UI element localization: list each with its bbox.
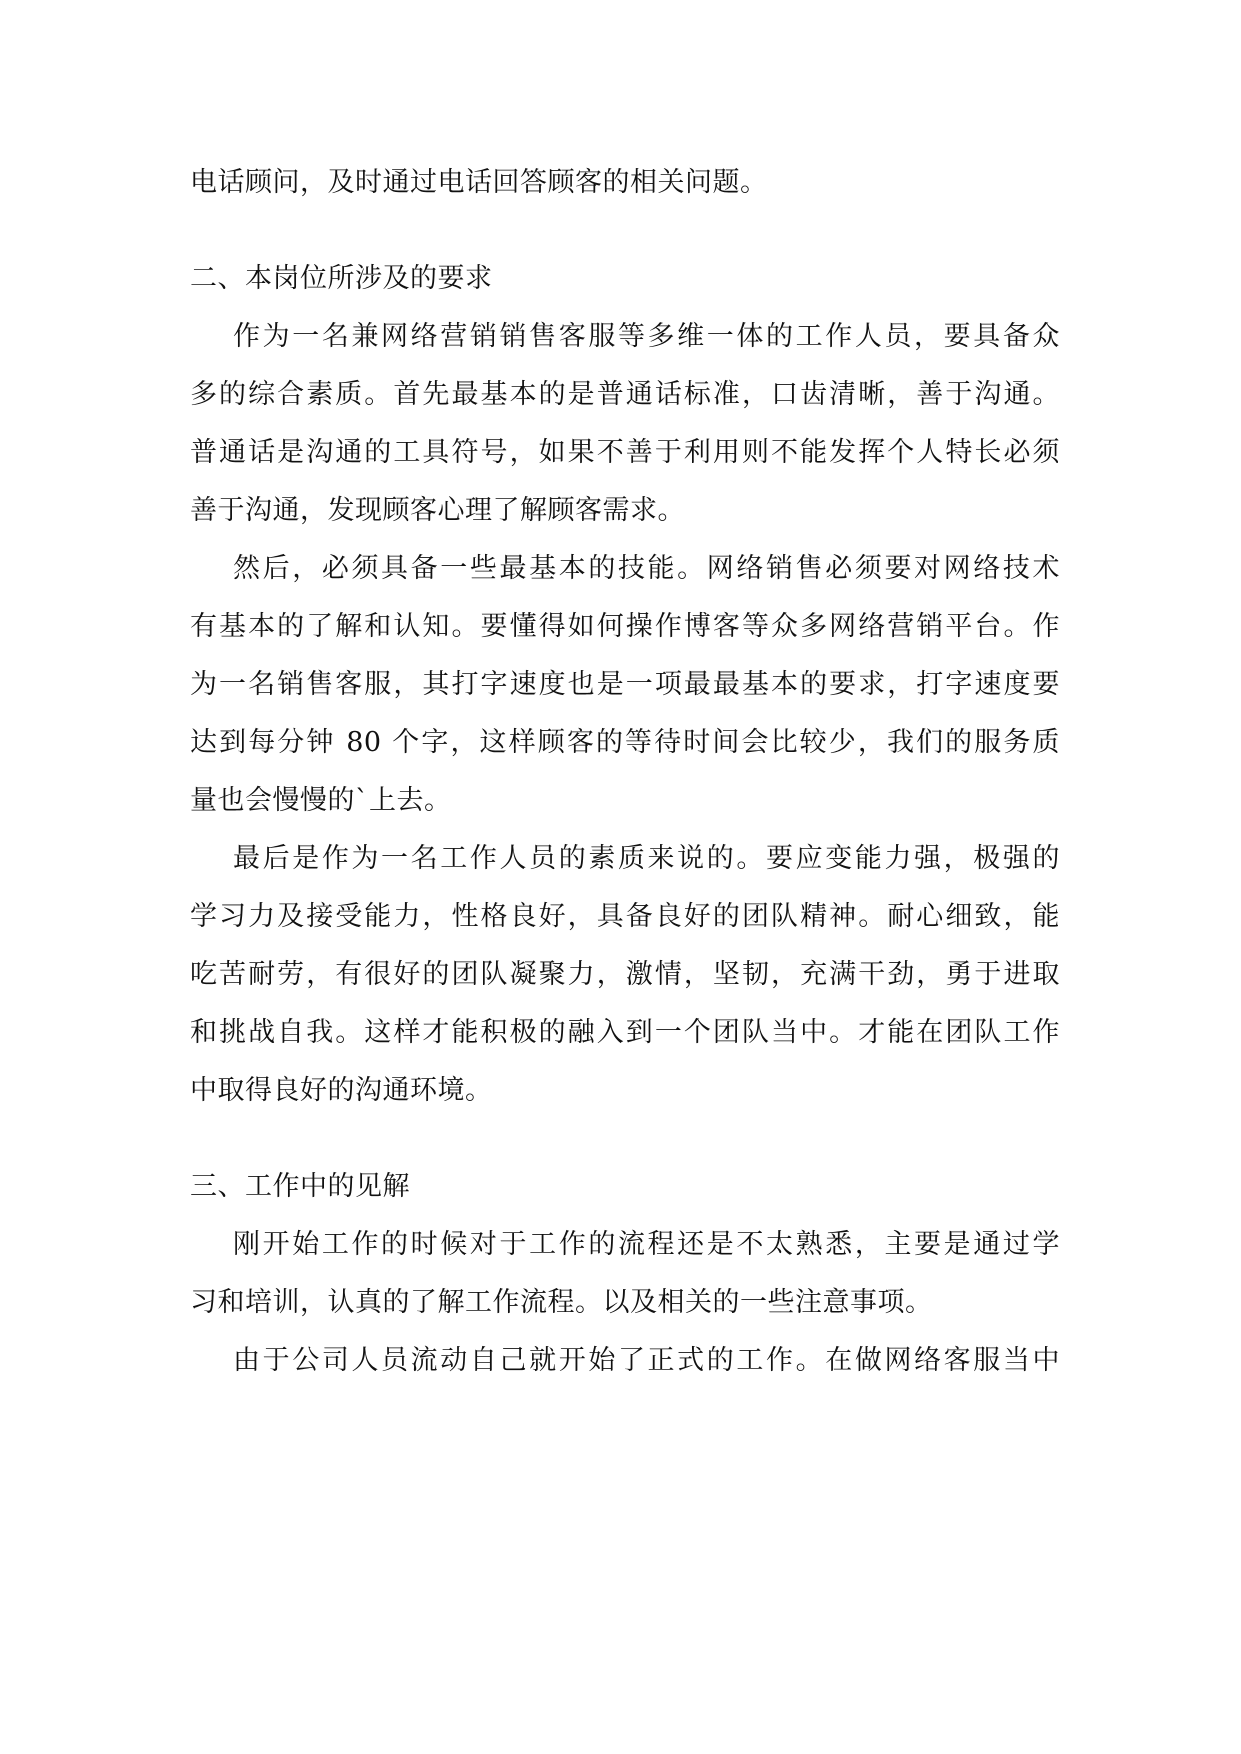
paragraph-line: 普通话是沟通的工具符号，如果不善于利用则不能发挥个人特长必须: [190, 437, 1060, 468]
paragraph-line: 善于沟通，发现顾客心理了解顾客需求。: [190, 495, 685, 526]
section-heading: 二、本岗位所涉及的要求: [190, 263, 493, 294]
paragraph-line: 多的综合素质。首先最基本的是普通话标准，口齿清晰，善于沟通。: [190, 379, 1060, 410]
paragraph-line: 习和培训，认真的了解工作流程。以及相关的一些注意事项。: [190, 1287, 933, 1318]
paragraph-line: 作为一名兼网络营销销售客服等多维一体的工作人员，要具备众: [233, 321, 1060, 352]
paragraph-line: 吃苦耐劳，有很好的团队凝聚力，激情，坚韧，充满干劲，勇于进取: [190, 959, 1060, 990]
paragraph-line: 中取得良好的沟通环境。: [190, 1075, 493, 1106]
paragraph-line: 为一名销售客服，其打字速度也是一项最最基本的要求，打字速度要: [190, 669, 1060, 700]
section-heading: 三、工作中的见解: [190, 1171, 410, 1202]
paragraph-line: 电话顾问，及时通过电话回答顾客的相关问题。: [190, 167, 768, 198]
paragraph-line: 刚开始工作的时候对于工作的流程还是不太熟悉，主要是通过学: [233, 1229, 1060, 1260]
paragraph-line: 达到每分钟 80 个字，这样顾客的等待时间会比较少，我们的服务质: [190, 727, 1060, 758]
paragraph-line: 然后，必须具备一些最基本的技能。网络销售必须要对网络技术: [233, 553, 1060, 584]
paragraph-line: 最后是作为一名工作人员的素质来说的。要应变能力强，极强的: [233, 843, 1060, 874]
paragraph-line: 量也会慢慢的`上去。: [190, 785, 452, 816]
paragraph-line: 学习力及接受能力，性格良好，具备良好的团队精神。耐心细致，能: [190, 901, 1060, 932]
paragraph-line: 由于公司人员流动自己就开始了正式的工作。在做网络客服当中: [233, 1345, 1060, 1376]
paragraph-line: 有基本的了解和认知。要懂得如何操作博客等众多网络营销平台。作: [190, 611, 1060, 642]
paragraph-line: 和挑战自我。这样才能积极的融入到一个团队当中。才能在团队工作: [190, 1017, 1060, 1048]
